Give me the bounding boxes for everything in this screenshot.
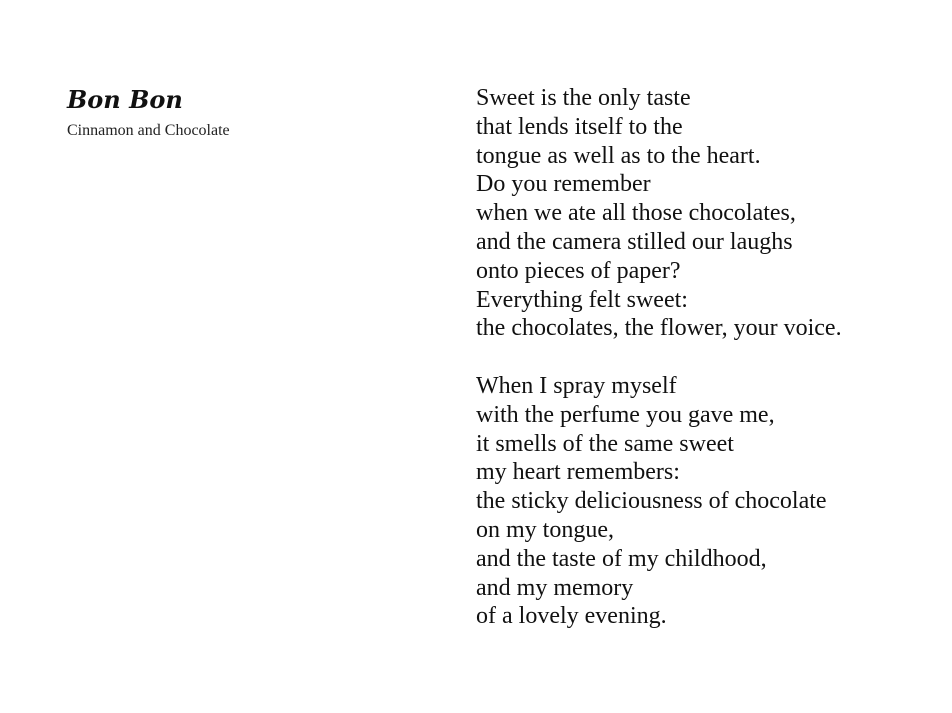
poem-line: Everything felt sweet: [476,286,688,313]
poem-line: my heart remembers: [476,459,680,486]
poem-line: of a lovely evening. [476,603,667,630]
poem-line: onto pieces of paper? [476,257,681,284]
stanza-2 [476,372,936,631]
poem-line: Do you remember [476,171,651,198]
poem-line: and my memory [476,574,634,601]
poem-line: Sweet is the only taste [476,85,691,111]
poem-line: the sticky deliciousness of chocolate [476,488,827,515]
poem-line: the chocolates, the flower, your voice. [476,315,842,342]
poem-line: it smells of the same sweet [476,430,734,457]
poem-line: and the camera stilled our laughs [476,228,793,255]
poem-line: and the taste of my childhood, [476,545,767,572]
poem-line: when we ate all those chocolates, [476,200,796,227]
poem-line: that lends itself to the [476,113,683,140]
poem-line: tongue as well as to the heart. [476,142,761,169]
poem-body [476,84,936,631]
poem-line: When I spray myself [476,372,677,399]
poem-title: Bon Bon [67,85,183,114]
poem-subtitle: Cinnamon and Chocolate [67,122,230,139]
poem-line: on my tongue, [476,516,614,543]
poem-line: with the perfume you gave me, [476,401,775,428]
poem-header [67,84,427,142]
stanza-1 [476,84,936,343]
